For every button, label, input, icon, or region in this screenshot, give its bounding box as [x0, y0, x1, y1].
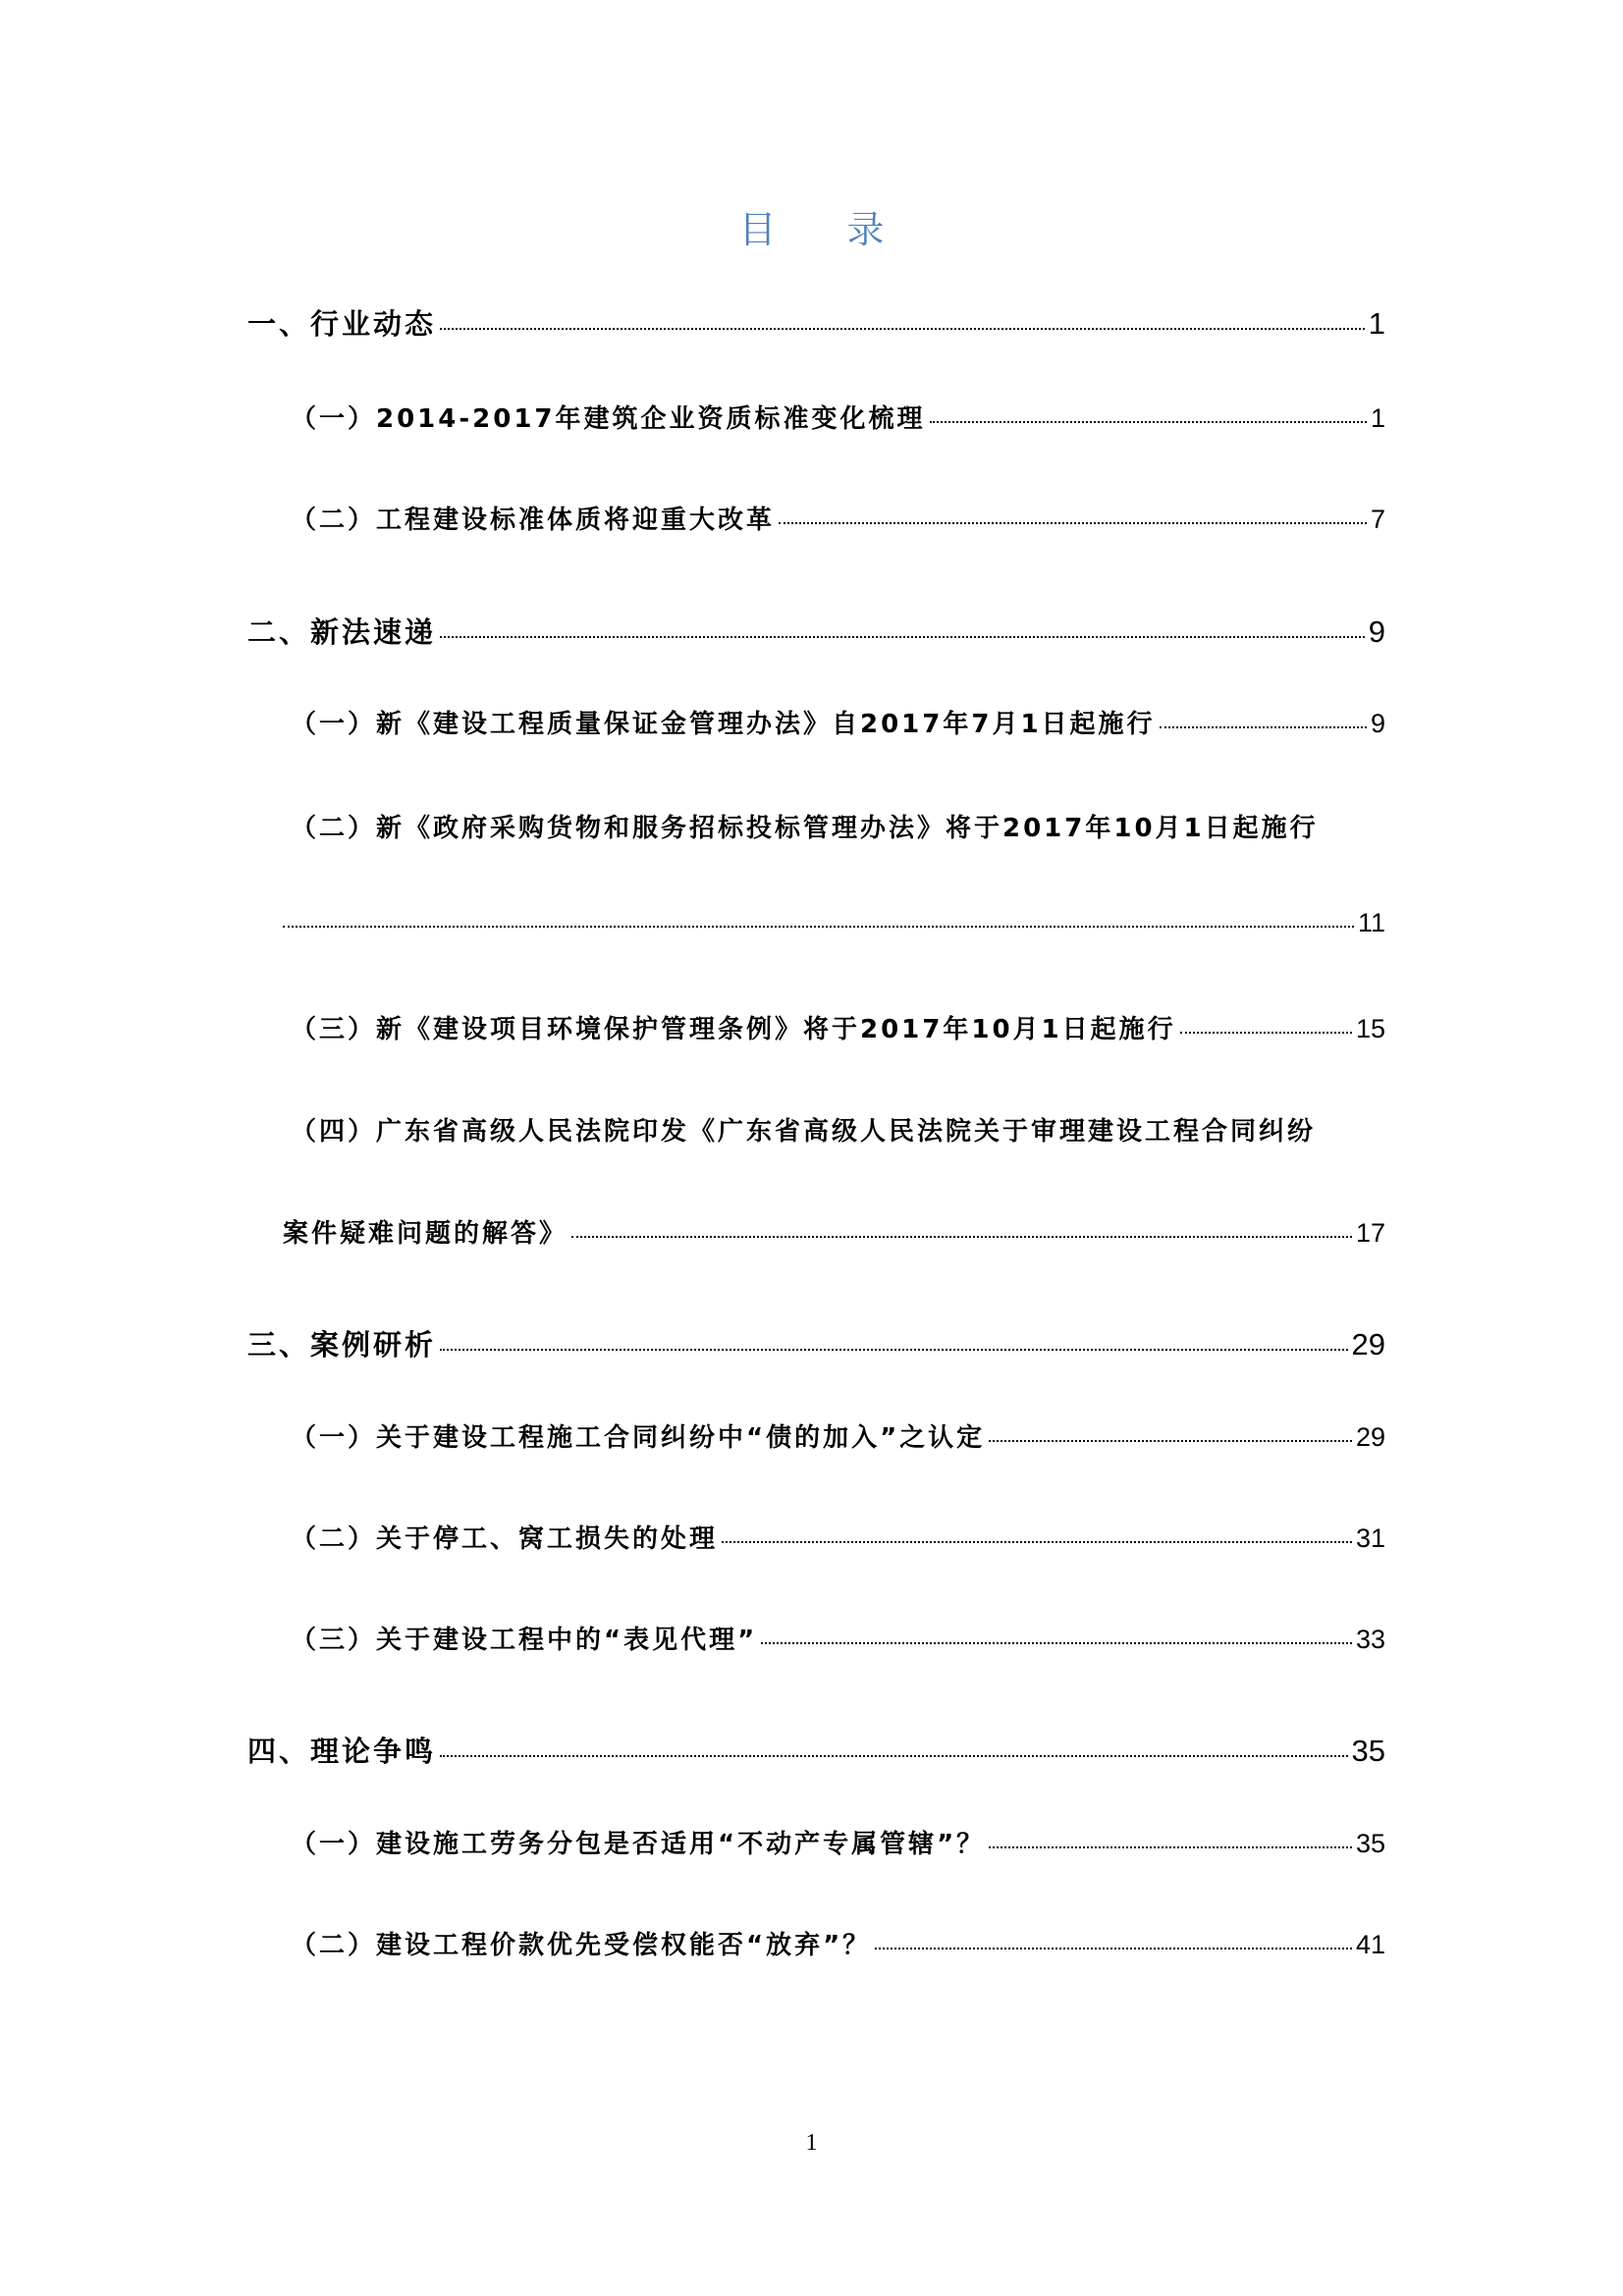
toc-entry-page: 9 [1370, 709, 1385, 738]
toc-entry-page: 33 [1355, 1625, 1385, 1654]
toc-entry-page: 1 [1370, 403, 1385, 433]
toc-title: 目 录 [738, 208, 914, 251]
toc-entry-page: 29 [1351, 1327, 1385, 1362]
toc-entry-section-1[interactable] [247, 302, 1385, 342]
page-number: 1 [805, 2130, 818, 2156]
toc-entry-section-2-2-page-line[interactable] [283, 908, 1385, 947]
toc-entry-section-1-1[interactable] [291, 399, 1385, 438]
toc-entry-section-2-4[interactable] [283, 1213, 1385, 1253]
toc-entry-section-4[interactable] [247, 1730, 1385, 1769]
toc-entry-section-4-2[interactable] [291, 1925, 1385, 1964]
toc-entry-section-1-2[interactable] [291, 500, 1385, 539]
toc-entry-page: 35 [1355, 1829, 1385, 1858]
toc-entry-label: 一、行业动态 [247, 307, 437, 341]
toc-entry-section-2-3[interactable] [291, 1009, 1385, 1048]
toc-entry-page: 31 [1355, 1523, 1385, 1553]
toc-entry-section-2[interactable] [247, 611, 1385, 650]
dot-leader [440, 636, 1365, 638]
toc-entry-label: 二、新法速递 [247, 615, 437, 649]
dot-leader [571, 1236, 1352, 1238]
dot-leader [1160, 726, 1367, 728]
toc-entry-label: （一）建设施工劳务分包是否适用“不动产专属管辖”？ [291, 1830, 986, 1859]
toc-entry-section-3-3[interactable] [291, 1620, 1385, 1659]
toc-entry-section-4-1[interactable] [291, 1824, 1385, 1863]
dot-leader [761, 1642, 1352, 1644]
dot-leader [875, 1948, 1352, 1949]
toc-entry-label: （二）建设工程价款优先受偿权能否“放弃”？ [291, 1931, 872, 1960]
toc-entry-label: 案件疑难问题的解答》 [283, 1219, 568, 1249]
dot-leader [989, 1846, 1352, 1848]
toc-entry-page: 11 [1357, 908, 1385, 937]
toc-entry-label: （一）新《建设工程质量保证金管理办法》自2017年7月1日起施行 [291, 710, 1156, 739]
toc-entry-label: （三）关于建设工程中的“表见代理” [291, 1626, 758, 1655]
dot-leader [1180, 1032, 1352, 1034]
dot-leader [440, 1755, 1348, 1757]
dot-leader [779, 522, 1367, 524]
toc-entry-section-2-4-label-line1[interactable]: （四）广东省高级人民法院印发《广东省高级人民法院关于审理建设工程合同纠纷 [291, 1117, 1317, 1147]
dot-leader [440, 1349, 1348, 1351]
toc-entry-page: 29 [1355, 1422, 1385, 1452]
toc-entry-section-2-2-label[interactable]: （二）新《政府采购货物和服务招标投标管理办法》将于2017年10月1日起施行 [291, 814, 1319, 843]
dot-leader [722, 1541, 1352, 1543]
toc-entry-section-3-2[interactable] [291, 1519, 1385, 1558]
toc-entry-section-3[interactable] [247, 1323, 1385, 1362]
toc-entry-label: （一）2014-2017年建筑企业资质标准变化梳理 [291, 404, 926, 434]
toc-entry-label: （一）关于建设工程施工合同纠纷中“债的加入”之认定 [291, 1423, 986, 1453]
toc-entry-page: 9 [1368, 614, 1385, 649]
toc-entry-page: 35 [1351, 1734, 1385, 1768]
dot-leader [283, 926, 1354, 928]
toc-entry-label: （三）新《建设项目环境保护管理条例》将于2017年10月1日起施行 [291, 1015, 1176, 1044]
toc-entry-page: 1 [1368, 306, 1385, 341]
toc-entry-section-3-1[interactable] [291, 1417, 1385, 1457]
toc-entry-label: 四、理论争鸣 [247, 1735, 437, 1768]
dot-leader [989, 1440, 1352, 1442]
toc-entry-page: 17 [1355, 1218, 1385, 1248]
dot-leader [930, 421, 1367, 423]
toc-entry-page: 7 [1370, 505, 1385, 534]
toc-entry-section-2-1[interactable] [291, 704, 1385, 743]
toc-entry-label: （二）工程建设标准体质将迎重大改革 [291, 506, 776, 535]
toc-entry-page: 15 [1355, 1014, 1385, 1043]
toc-entry-label: 三、案例研析 [247, 1328, 437, 1362]
dot-leader [440, 328, 1365, 330]
toc-entry-label: （二）关于停工、窝工损失的处理 [291, 1524, 719, 1554]
toc-entry-page: 41 [1355, 1930, 1385, 1959]
